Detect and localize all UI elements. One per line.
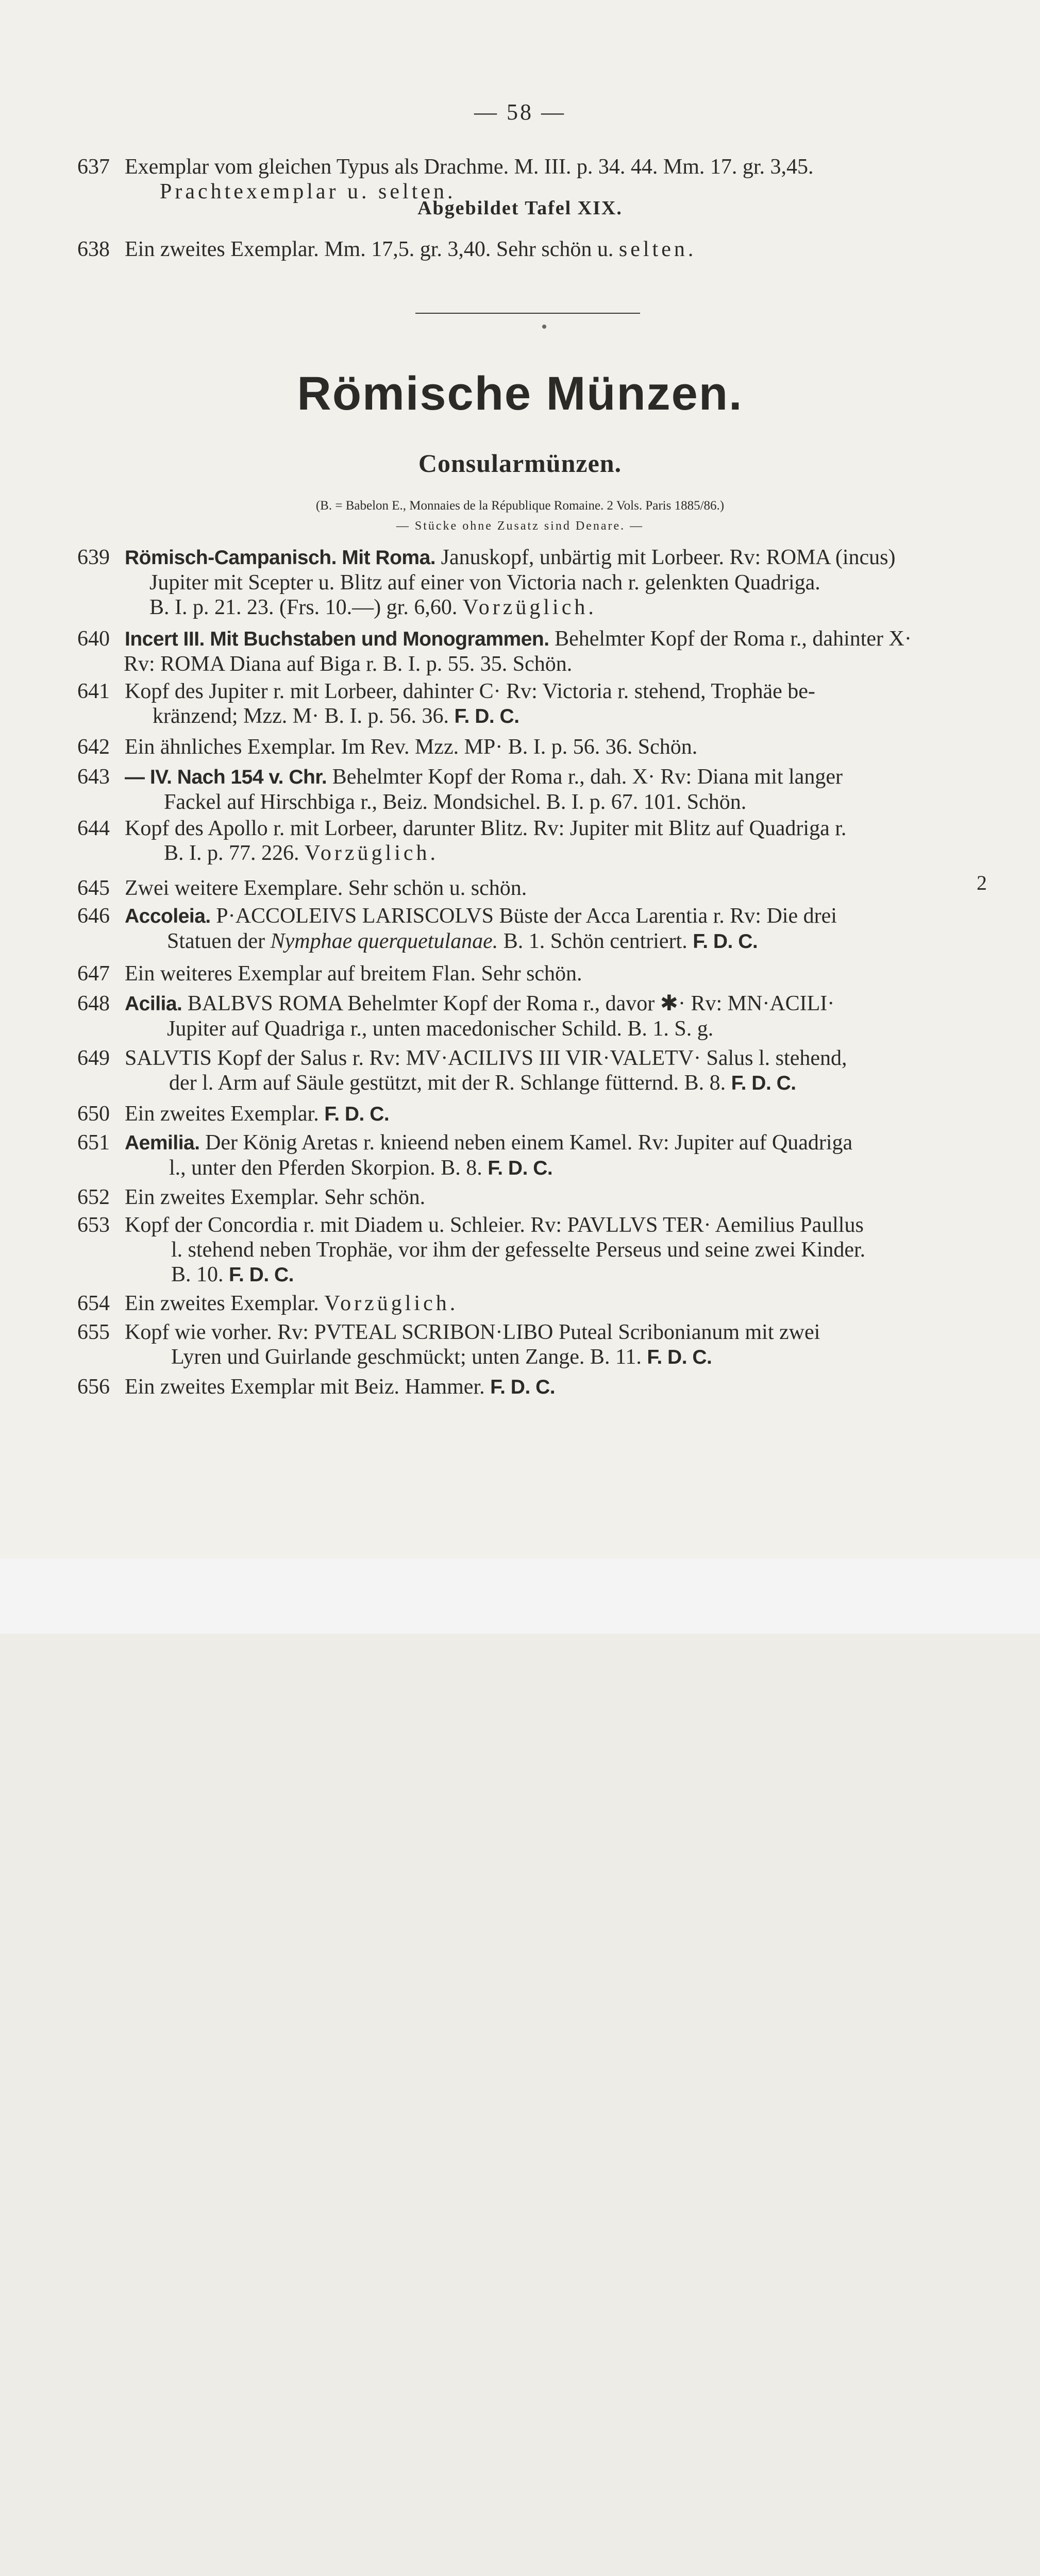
entry-text: Ein zweites Exemplar. [125, 1102, 325, 1126]
entry-text: Lyren und Guirlande geschmückt; unten Zange. B. 11. [171, 1345, 647, 1369]
entry-text: Kopf des Apollo r. mit Lorbeer, darunter Blitz. Rv: Jupiter mit Blitz auf Quadriga r. [125, 817, 847, 840]
entry-text: Statuen der [167, 929, 271, 953]
catalog-entry-653 [77, 1213, 984, 1287]
entry-text: Ein ähnliches Exemplar. Im Rev. Mzz. MP· B. I. p. 56. 36. Schön. [125, 735, 698, 759]
entry-text-cont [77, 1071, 984, 1096]
catalog-entry-644 [77, 816, 984, 866]
entry-text: Behelmter Kopf der Roma r., dahinter X· [549, 627, 912, 651]
entry-number: 651 [77, 1131, 110, 1155]
entry-grade: F. D. C. [324, 1103, 390, 1125]
entry-number: 639 [77, 546, 110, 569]
catalog-entry-641 [77, 679, 984, 729]
entry-text: Zwei weitere Exemplare. Sehr schön u. schön. [125, 876, 527, 900]
entry-text-cont: Fackel auf Hirschbiga r., Beiz. Mondsichel. B. I. p. 67. 101. Schön. [164, 790, 747, 814]
entry-number: 645 [77, 876, 110, 900]
catalog-entry-649 [77, 1046, 984, 1096]
entry-text: Januskopf, unbärtig mit Lorbeer. Rv: ROMA (incus) [435, 546, 896, 569]
entry-italic: Nymphae querquetulanae. [270, 929, 498, 953]
catalog-entry-650 [77, 1101, 984, 1127]
entry-text-cont [77, 1262, 984, 1287]
entry-text: Ein zweites Exemplar. Sehr schön. [125, 1185, 426, 1209]
entry-number: 642 [77, 735, 110, 759]
entry-number: 654 [77, 1292, 110, 1315]
catalog-entry-651 [77, 1130, 984, 1181]
entry-number: 644 [77, 817, 110, 840]
entry-number: 647 [77, 962, 110, 986]
section-heading: Römische Münzen. [297, 367, 743, 420]
entry-number: 641 [77, 680, 110, 703]
denare-note: — Stücke ohne Zusatz sind Denare. — [396, 519, 644, 533]
entry-title: Accoleia. [125, 905, 211, 927]
entry-grade: Vorzüglich. [305, 841, 439, 865]
catalog-entry-656 [77, 1375, 984, 1400]
catalog-entry-642 [77, 735, 984, 759]
entry-number: 655 [77, 1320, 110, 1344]
entry-text-cont [77, 929, 984, 954]
entry-grade: F. D. C. [693, 930, 758, 953]
entry-text: Ein zweites Exemplar mit Beiz. Hammer. [125, 1375, 491, 1399]
catalog-entry-643 [77, 765, 984, 815]
entry-title: — IV. Nach 154 v. Chr. [125, 766, 327, 788]
reference-note: (B. = Babelon E., Monnaies de la République Romaine. 2 Vols. Paris 1885/86.) [315, 499, 725, 513]
entry-grade: F. D. C. [490, 1376, 556, 1398]
catalog-entry-645 [77, 876, 984, 901]
entry-title: Incert III. Mit Buchstaben und Monogrammen. [125, 628, 549, 650]
entry-text-cont [77, 1156, 984, 1181]
entry-text-cont [77, 595, 984, 620]
entry-number: 646 [77, 904, 110, 928]
entry-text-cont: Rv: ROMA Diana auf Biga r. B. I. p. 55. 35. Schön. [124, 652, 573, 676]
catalog-entry-655 [77, 1320, 984, 1370]
entry-text: Ein zweites Exemplar. [125, 1292, 325, 1315]
entry-ref: B. I. p. 21. 23. (Frs. 10.—) gr. 6,60. [149, 596, 463, 619]
entry-number: 640 [77, 627, 110, 651]
entry-ref: B. I. p. 77. 226. [164, 841, 305, 865]
entry-grade: F. D. C. [454, 705, 519, 727]
page-number: — 58 — [474, 99, 566, 125]
entry-number: 638 [77, 238, 110, 261]
entry-number: 652 [77, 1185, 110, 1209]
catalog-entry-639 [77, 545, 984, 620]
margin-note: 2 [977, 871, 987, 894]
catalog-entry-640 [77, 626, 984, 676]
catalog-entry-654 [77, 1291, 984, 1316]
entry-text-cont: Jupiter mit Scepter u. Blitz auf einer von Victoria nach r. gelenkten Quadriga. [149, 571, 820, 595]
entry-text: Der König Aretas r. knieend neben einem Kamel. Rv: Jupiter auf Quadriga [199, 1131, 853, 1155]
entry-text: BALBVS ROMA Behelmter Kopf der Roma r., davor ✱· Rv: MN·ACILI· [182, 992, 835, 1015]
entry-text: Exemplar vom gleichen Typus als Drachme. M. III. p. 34. 44. Mm. 17. gr. 3,45. [125, 155, 814, 179]
entry-title: Aemilia. [125, 1132, 200, 1154]
entry-grade: F. D. C. [488, 1157, 553, 1179]
entry-text-cont: Jupiter auf Quadriga r., unten macedonischer Schild. B. 1. S. g. [167, 1017, 714, 1041]
entry-grade: Vorzüglich. [324, 1292, 459, 1315]
viewer-footer [0, 1558, 1040, 1634]
catalog-entry-638 [77, 237, 984, 262]
entry-text: l., unter den Pferden Skorpion. B. 8. [169, 1156, 488, 1180]
entry-text: Kopf der Concordia r. mit Diadem u. Schleier. Rv: PAVLLVS TER· Aemilius Paullus [125, 1213, 864, 1237]
entry-ref: B. 10. [171, 1263, 229, 1286]
catalog-entry-647 [77, 961, 984, 986]
entry-number: 653 [77, 1213, 110, 1237]
entry-ref: kränzend; Mzz. M· B. I. p. 56. 36. [153, 704, 455, 728]
divider-dot [542, 325, 546, 329]
entry-grade: F. D. C. [647, 1346, 712, 1368]
entry-text: Ein zweites Exemplar. Mm. 17,5. gr. 3,40. Sehr schön u. [125, 238, 619, 261]
entry-ref: B. 1. Schön centriert. [498, 929, 693, 953]
entry-text-cont [77, 1345, 984, 1370]
entry-grade: F. D. C. [731, 1072, 796, 1094]
entry-number: 637 [77, 155, 110, 179]
entry-text-cont [77, 841, 984, 866]
entry-text: Behelmter Kopf der Roma r., dah. X· Rv: Diana mit langer [327, 765, 843, 789]
entry-grade: F. D. C. [229, 1264, 294, 1286]
entry-text: der l. Arm auf Säule gestützt, mit der R. Schlange fütternd. B. 8. [169, 1071, 731, 1095]
entry-number: 648 [77, 992, 110, 1015]
plate-reference: Abgebildet Tafel XIX. [417, 197, 623, 219]
entry-number: 649 [77, 1046, 110, 1070]
entry-number: 656 [77, 1375, 110, 1399]
entry-text-cont: l. stehend neben Trophäe, vor ihm der gefesselte Perseus und seine zwei Kinder. [171, 1238, 866, 1262]
entry-text: Kopf des Jupiter r. mit Lorbeer, dahinter C· Rv: Victoria r. stehend, Trophäe be- [125, 680, 815, 703]
entry-number: 650 [77, 1102, 110, 1126]
catalog-entry-652 [77, 1185, 984, 1210]
entry-text: Ein weiteres Exemplar auf breitem Flan. Sehr schön. [125, 962, 582, 986]
entry-grade: selten. [618, 238, 697, 261]
entry-text: SALVTIS Kopf der Salus r. Rv: MV·ACILIVS III VIR·VALETV· Salus l. stehend, [125, 1046, 847, 1070]
entry-title: Acilia. [125, 993, 182, 1015]
entry-text: P·ACCOLEIVS LARISCOLVS Büste der Acca Larentia r. Rv: Die drei [210, 904, 837, 928]
entry-number: 643 [77, 765, 110, 789]
section-divider [415, 313, 640, 314]
entry-text-cont: Prachtexemplar u. selten. [160, 180, 456, 204]
catalog-entry-646 [77, 904, 984, 954]
entry-title: Römisch-Campanisch. Mit Roma. [125, 547, 436, 569]
entry-grade: Vorzüglich. [462, 596, 597, 619]
subsection-heading: Consularmünzen. [418, 449, 622, 478]
catalog-entry-648 [77, 991, 984, 1041]
entry-text: Kopf wie vorher. Rv: PVTEAL SCRIBON·LIBO Puteal Scribonianum mit zwei [125, 1320, 820, 1344]
entry-text-cont [77, 704, 984, 729]
